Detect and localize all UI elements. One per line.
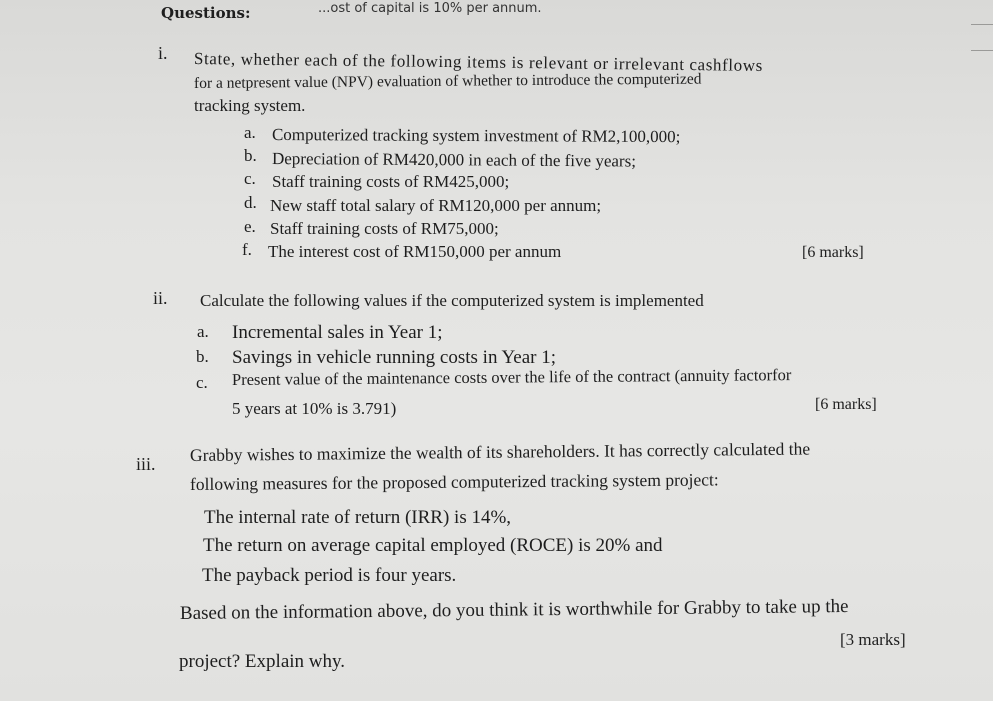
item-text: Present value of the maintenance costs over the life of the contract (annuity factorfor	[231, 365, 792, 389]
item-letter: c.	[244, 169, 256, 188]
top-fragment-text: ...ost of capital is 10% per annum.	[318, 1, 542, 16]
item-letter: a.	[197, 322, 209, 341]
edge-mark	[971, 50, 993, 51]
question-number: ii.	[153, 288, 168, 308]
question-text-line: Grabby wishes to maximize the wealth of its shareholders. It has correctly calculated the	[189, 438, 811, 465]
question-number: i.	[158, 43, 168, 63]
item-text: Staff training costs of RM75,000;	[270, 219, 499, 238]
item-text: Incremental sales in Year 1;	[232, 322, 443, 343]
marks-label: [3 marks]	[840, 630, 906, 649]
question-text-line: project? Explain why.	[179, 651, 346, 672]
item-letter: e.	[244, 217, 256, 236]
item-text: Savings in vehicle running costs in Year 1;	[232, 347, 557, 368]
question-text-line: following measures for the proposed computerized tracking system project:	[189, 469, 719, 494]
item-letter: d.	[244, 193, 257, 212]
item-letter: f.	[242, 240, 252, 259]
question-text-line: for a netpresent value (NPV) evaluation of whether to introduce the computerized	[193, 70, 702, 92]
question-number: iii.	[136, 454, 156, 474]
item-letter: b.	[244, 146, 257, 165]
item-text-continuation: 5 years at 10% is 3.791)	[232, 399, 397, 418]
question-text-line: tracking system.	[194, 96, 306, 115]
item-text: New staff total salary of RM120,000 per annum;	[270, 196, 602, 215]
edge-mark	[971, 24, 993, 25]
measure-line: The internal rate of return (IRR) is 14%,	[204, 507, 512, 528]
item-text: Computerized tracking system investment of RM2,100,000;	[271, 125, 681, 147]
measure-line: The payback period is four years.	[202, 565, 457, 586]
section-title: Questions:	[161, 4, 251, 22]
question-text-line: Calculate the following values if the computerized system is implemented	[200, 291, 704, 310]
item-text: The interest cost of RM150,000 per annum	[268, 242, 562, 261]
item-letter: c.	[196, 373, 208, 392]
question-text-line: Based on the information above, do you think it is worthwhile for Grabby to take up the	[179, 595, 849, 624]
marks-label: [6 marks]	[802, 244, 864, 261]
item-letter: b.	[196, 347, 209, 366]
question-text-line: State, whether each of the following items is relevant or irrelevant cashflows	[193, 49, 763, 75]
measure-line: The return on average capital employed (ROCE) is 20% and	[203, 535, 663, 556]
marks-label: [6 marks]	[815, 396, 877, 413]
item-text: Staff training costs of RM425,000;	[272, 172, 510, 191]
item-letter: a.	[244, 123, 256, 142]
item-text: Depreciation of RM420,000 in each of the five years;	[271, 149, 637, 171]
